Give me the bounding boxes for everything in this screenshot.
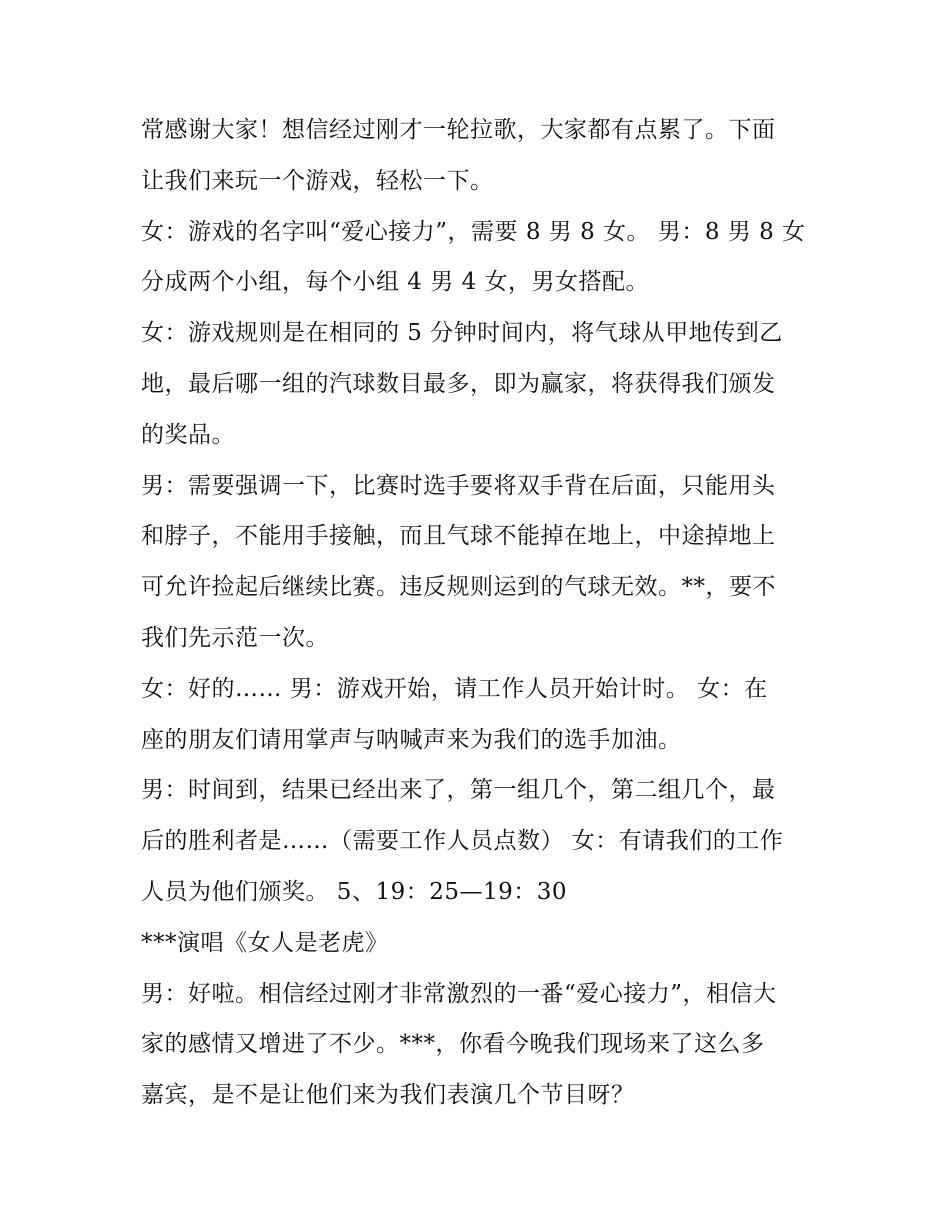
text-line: 女：游戏的名字叫“爱心接力”，需要 8 男 8 女。 男：8 男 8 女	[141, 218, 806, 245]
text-line: 人员为他们颁奖。 5、19：25—19：30	[141, 878, 568, 905]
text-line: 座的朋友们请用掌声与呐喊声来为我们的选手加油。	[141, 726, 682, 753]
text-line: 分成两个小组，每个小组 4 男 4 女，男女搭配。	[141, 269, 650, 296]
text-line: 我们先示范一次。	[141, 624, 329, 651]
document-body	[141, 105, 821, 1121]
text-line: 男：时间到，结果已经出来了，第一组几个，第二组几个，最	[141, 777, 776, 804]
text-line: 男：需要强调一下，比赛时选手要将双手背在后面，只能用头	[141, 472, 776, 499]
text-line: 女：游戏规则是在相同的 5 分钟时间内，将气球从甲地传到乙	[141, 320, 783, 347]
text-line: 家的感情又增进了不少。***，你看今晚我们现场来了这么多	[141, 1031, 765, 1058]
text-line: 女：好的…… 男：游戏开始，请工作人员开始计时。 女：在	[141, 675, 768, 702]
text-line: 嘉宾，是不是让他们来为我们表演几个节目呀？	[141, 1082, 635, 1109]
text-line: 常感谢大家！想信经过刚才一轮拉歌，大家都有点累了。下面	[141, 117, 776, 143]
text-line: ***演唱《女人是老虎》	[141, 929, 389, 956]
text-line: 让我们来玩一个游戏，轻松一下。	[141, 167, 494, 194]
text-line: 地，最后哪一组的汽球数目最多，即为赢家，将获得我们颁发	[141, 370, 776, 397]
text-line: 和脖子，不能用手接触，而且气球不能掉在地上，中途掉地上	[141, 523, 776, 550]
text-line: 男：好啦。相信经过刚才非常激烈的一番“爱心接力”，相信大	[141, 980, 777, 1007]
text-line: 可允许捡起后继续比赛。违反规则运到的气球无效。**，要不	[141, 574, 776, 601]
text-line: 的奖品。	[141, 421, 235, 448]
text-line: 后的胜利者是……（需要工作人员点数） 女：有请我们的工作	[141, 828, 784, 855]
